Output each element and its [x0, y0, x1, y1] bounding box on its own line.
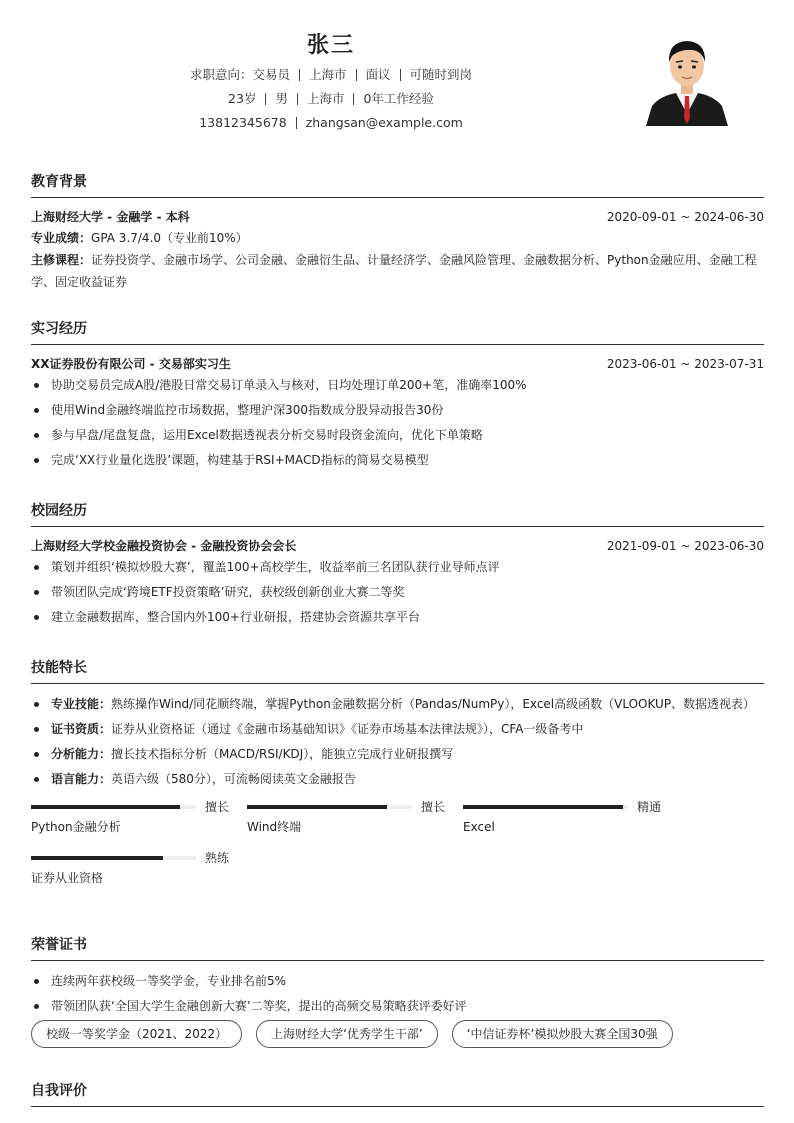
resume-header [31, 32, 631, 132]
resume-page [31, 0, 764, 1123]
campus-org: 上海财经大学校金融投资协会 - 金融投资协会会长 [31, 539, 297, 553]
work-experience: 0年工作经验 [363, 91, 434, 106]
list-item: 参与早盘/尾盘复盘，运用Excel数据透视表分析交易时段资金流向，优化下单策略 [31, 424, 764, 446]
gender: 男 [275, 91, 288, 106]
gpa-label: 专业成绩： [31, 231, 92, 245]
skill-text: 证券从业资格证（通过《金融市场基础知识》《证券市场基本法律法规》），CFA一级备考中 [111, 722, 584, 736]
internship-list [31, 374, 764, 471]
campus-section [31, 501, 764, 631]
list-item [31, 768, 764, 790]
skill-bar-fill [247, 805, 387, 809]
list-item: 带领团队完成‘跨境ETF投资策略’研究，获校级创新创业大赛二等奖 [31, 581, 764, 603]
skill-label: 语言能力： [51, 772, 112, 786]
list-item: 协助交易员完成A股/港股日常交易订单录入与核对，日均处理订单200+笔，准确率100% [31, 374, 764, 396]
skill-bar-track [31, 805, 196, 809]
skill-bar-track [247, 805, 412, 809]
skill-bar-fill [31, 856, 163, 860]
skill-bar-item [463, 798, 663, 842]
skill-bar-track [31, 856, 196, 860]
skill-label: 专业技能： [51, 697, 112, 711]
skill-text: 擅长技术指标分析（MACD/RSI/KDJ），能独立完成行业研报撰写 [111, 747, 454, 761]
skill-label: 分析能力： [51, 747, 112, 761]
gpa-value: GPA 3.7/4.0（专业前10%） [91, 231, 248, 245]
email: zhangsan@example.com [305, 115, 463, 130]
intent-city: 上海市 [308, 67, 347, 82]
campus-list [31, 556, 764, 628]
courses-label: 主修课程： [31, 253, 92, 267]
skill-name: Wind终端 [247, 820, 302, 834]
basic-info-line [31, 90, 631, 108]
section-title: 荣誉证书 [31, 935, 764, 961]
list-item: 建立金融数据库，整合国内外100+行业研报，搭建协会资源共享平台 [31, 606, 764, 628]
skills-list [31, 693, 764, 790]
list-item: 策划并组织‘模拟炒股大赛’，覆盖100+高校学生，收益率前三名团队获行业导师点评 [31, 556, 764, 578]
courses-value: 证券投资学、金融市场学、公司金融、金融衍生品、计量经济学、金融风险管理、金融数据分析、Python金融应用、金融工程学、固定收益证券 [31, 253, 757, 289]
internship-row [31, 354, 764, 374]
education-row [31, 207, 764, 227]
contact-line [31, 114, 631, 132]
internship-date: 2023-06-01 ~ 2023-07-31 [606, 357, 764, 371]
section-title: 校园经历 [31, 501, 764, 527]
list-item [31, 693, 764, 715]
list-item: 带领团队获‘全国大学生金融创新大赛’二等奖，提出的高频交易策略获评委好评 [31, 995, 764, 1017]
skill-name: Excel [463, 820, 495, 834]
phone: 13812345678 [199, 115, 287, 130]
honor-tag: ‘中信证券杯’模拟炒股大赛全国30强 [452, 1020, 673, 1048]
skill-bar-item [247, 798, 447, 842]
gpa-line [31, 227, 764, 249]
location: 上海市 [306, 91, 345, 106]
section-title: 技能特长 [31, 658, 764, 684]
skill-level: 擅长 [205, 800, 230, 814]
honor-tags [31, 1020, 764, 1048]
skill-level: 精通 [637, 800, 662, 814]
list-item: 连续两年获校级一等奖学金，专业排名前5% [31, 970, 764, 992]
job-intent-line [31, 66, 631, 84]
list-item: 完成‘XX行业量化选股’课题，构建基于RSI+MACD指标的简易交易模型 [31, 449, 764, 471]
section-title: 自我评价 [31, 1081, 764, 1107]
company-position: XX证券股份有限公司 - 交易部实习生 [31, 357, 231, 371]
internship-section [31, 319, 764, 474]
skill-level: 擅长 [421, 800, 446, 814]
list-item [31, 743, 764, 765]
courses-line [31, 249, 764, 293]
list-item [31, 718, 764, 740]
age: 23岁 [228, 91, 257, 106]
job-intent: 求职意向：交易员 [189, 67, 290, 82]
self-eval-section [31, 1081, 764, 1116]
education-date: 2020-09-01 ~ 2024-06-30 [606, 210, 764, 224]
skill-bar-item [31, 798, 231, 842]
campus-row [31, 536, 764, 556]
skills-section [31, 658, 764, 898]
honor-tag: 上海财经大学‘优秀学生干部’ [256, 1020, 438, 1048]
honors-section [31, 935, 764, 1048]
campus-date: 2021-09-01 ~ 2023-06-30 [606, 539, 764, 553]
school-major: 上海财经大学 - 金融学 - 本科 [31, 210, 190, 224]
skill-bars [31, 798, 764, 898]
skill-label: 证书资质： [51, 722, 112, 736]
education-section [31, 172, 764, 293]
skill-name: 证券从业资格 [31, 871, 104, 885]
profile-photo [642, 26, 732, 126]
section-title: 实习经历 [31, 319, 764, 345]
skill-text: 熟练操作Wind/同花顺终端，掌握Python金融数据分析（Pandas/NumPy），Excel高级函数（VLOOKUP、数据透视表） [111, 697, 756, 711]
honors-list [31, 970, 764, 1017]
skill-name: Python金融分析 [31, 820, 121, 834]
section-title: 教育背景 [31, 172, 764, 198]
candidate-name: 张三 [306, 33, 355, 58]
honor-tag: 校级一等奖学金（2021、2022） [31, 1020, 242, 1048]
skill-bar-track [463, 805, 628, 809]
intent-availability: 可随时到岗 [409, 67, 473, 82]
skill-text: 英语六级（580分），可流畅阅读英文金融报告 [111, 772, 356, 786]
skill-level: 熟练 [205, 851, 230, 865]
skill-bar-fill [463, 805, 623, 809]
skill-bar-item [31, 849, 231, 893]
list-item: 使用Wind金融终端监控市场数据，整理沪深300指数成分股异动报告30份 [31, 399, 764, 421]
skill-bar-fill [31, 805, 180, 809]
intent-salary: 面议 [365, 67, 391, 82]
